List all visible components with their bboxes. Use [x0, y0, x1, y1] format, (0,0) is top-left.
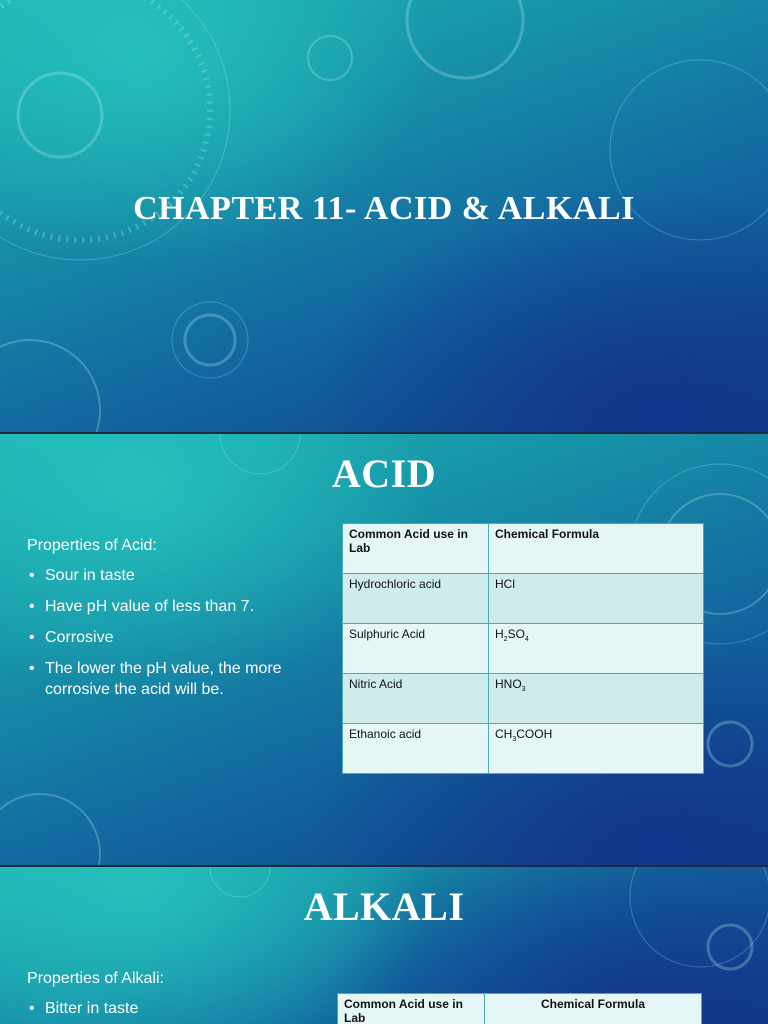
acid-title: ACID: [331, 451, 437, 496]
alkali-slide: [0, 867, 768, 1024]
table-row: [343, 574, 704, 624]
acid-properties: [27, 535, 317, 710]
alkali-properties: [27, 968, 317, 1024]
page-title: CHAPTER 11- ACID & ALKALI: [133, 190, 635, 227]
alkali-title: ALKALI: [303, 884, 465, 929]
alkali-properties-list: [27, 998, 317, 1019]
acid-formula: $CH_3COOH$: [489, 724, 704, 774]
acid-formula: HCl: [489, 574, 704, 624]
title-slide: [0, 0, 768, 432]
list-item: • Have pH value of less than 7.: [29, 598, 255, 615]
acid-properties-list: [27, 565, 317, 700]
column-header-formula: Chemical Formula: [489, 524, 704, 574]
alkali-table: [337, 993, 702, 1024]
table-row: [343, 624, 704, 674]
list-item: • Bitter in taste: [29, 1000, 139, 1017]
acid-slide: [0, 434, 768, 865]
acid-name: Ethanoic acid: [343, 724, 489, 774]
acid-properties-heading: Properties of Acid:: [27, 537, 157, 554]
table-header-row: [338, 994, 702, 1024]
acid-formula: $HNO_3$: [489, 674, 704, 724]
table-row: [343, 724, 704, 774]
acid-formula: $H_2SO_4$: [489, 624, 704, 674]
acid-name: Sulphuric Acid: [343, 624, 489, 674]
column-header-formula: Chemical Formula: [485, 994, 702, 1024]
acid-name: Nitric Acid: [343, 674, 489, 724]
table-row: [343, 674, 704, 724]
acid-name: Hydrochloric acid: [343, 574, 489, 624]
list-item: • The lower the pH value, the more corrosive the acid will be.: [29, 660, 282, 698]
column-header-acid: Common Acid use in Lab: [338, 994, 485, 1024]
alkali-properties-heading: Properties of Alkali:: [27, 970, 164, 987]
column-header-acid: Common Acid use in Lab: [343, 524, 489, 574]
table-header-row: [343, 524, 704, 574]
list-item: • Sour in taste: [29, 567, 135, 584]
list-item: • Corrosive: [29, 629, 114, 646]
acid-table: [342, 523, 704, 774]
